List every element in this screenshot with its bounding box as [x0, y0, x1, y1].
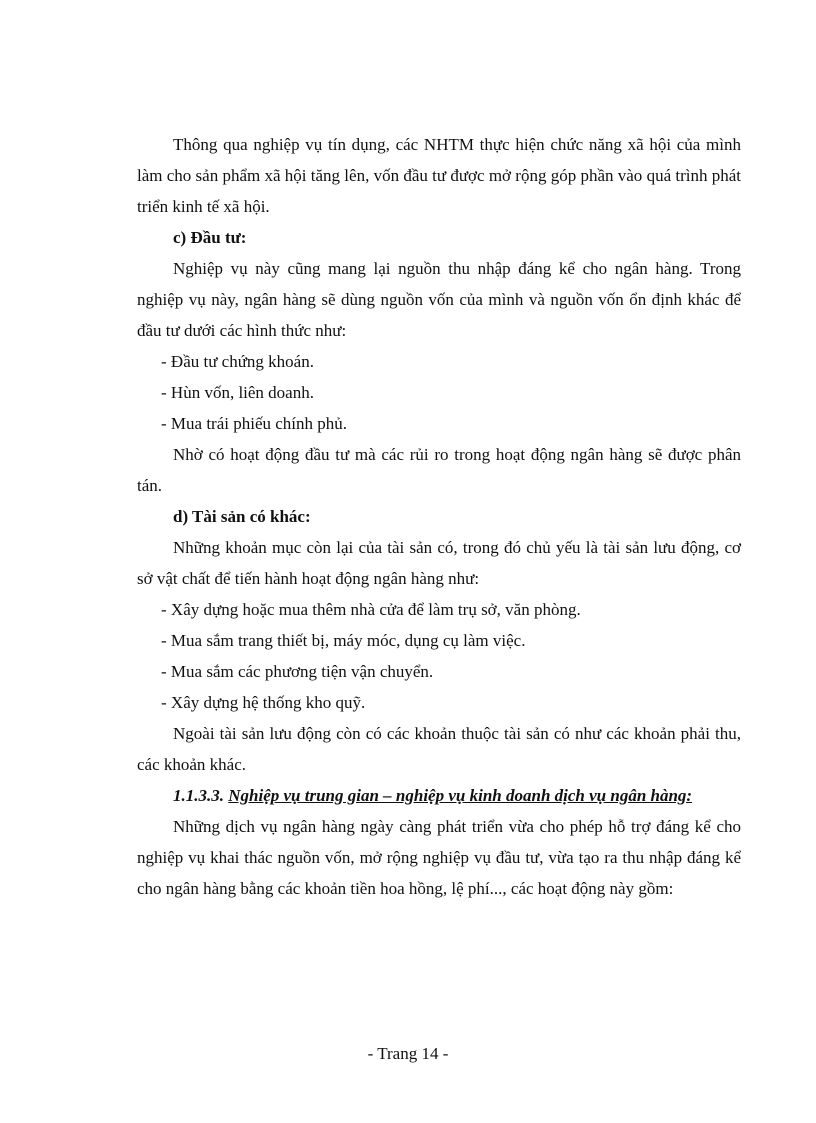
page-number: - Trang 14 -: [367, 1044, 449, 1063]
paragraph-investment-intro: Nghiệp vụ này cũng mang lại nguồn thu nhập đáng kể cho ngân hàng. Trong nghiệp vụ này, ngân hàng sẽ dùng nguồn vốn của mình và nguồn vốn ổn định khác để đầu tư dưới các hình thức như:: [137, 259, 741, 340]
section-heading: [137, 780, 741, 811]
section-title: Nghiệp vụ trung gian – nghiệp vụ kinh doanh dịch vụ ngân hàng:: [228, 786, 693, 805]
paragraph-other-assets: Những khoản mục còn lại của tài sản có, trong đó chủ yếu là tài sản lưu động, cơ sở vật chất để tiến hành hoạt động ngân hàng như:: [137, 538, 741, 588]
paragraph-services: Những dịch vụ ngân hàng ngày càng phát triển vừa cho phép hỗ trợ đáng kể cho nghiệp vụ khai thác nguồn vốn, mở rộng nghiệp vụ đầu tư, vừa tạo ra thu nhập đáng kể cho ngân hàng bằng các khoản tiền hoa hồng, lệ phí..., các hoạt động này gồm:: [137, 817, 741, 898]
paragraph-investment-risk: Nhờ có hoạt động đầu tư mà các rủi ro trong hoạt động ngân hàng sẽ được phân tán.: [137, 445, 741, 495]
heading-investment: c) Đầu tư:: [173, 228, 247, 247]
list-item: - Mua sắm các phương tiện vận chuyển.: [161, 662, 434, 681]
heading-other-assets: d) Tài sản có khác:: [173, 507, 311, 526]
paragraph-receivables: Ngoài tài sản lưu động còn có các khoản thuộc tài sản có như các khoản phải thu, các khoản khác.: [137, 724, 741, 774]
section-number: 1.1.3.3.: [173, 786, 224, 805]
document-body: [137, 129, 741, 904]
list-item: - Mua trái phiếu chính phủ.: [161, 414, 348, 433]
list-item: - Hùn vốn, liên doanh.: [161, 383, 314, 402]
list-item: - Xây dựng hoặc mua thêm nhà cửa để làm trụ sở, văn phòng.: [161, 600, 581, 619]
list-item: - Xây dựng hệ thống kho quỹ.: [161, 693, 366, 712]
list-item: - Mua sắm trang thiết bị, máy móc, dụng cụ làm việc.: [161, 631, 526, 650]
list-item: - Đầu tư chứng khoán.: [161, 352, 314, 371]
paragraph-credit-social-function: Thông qua nghiệp vụ tín dụng, các NHTM thực hiện chức năng xã hội của mình làm cho sản phẩm xã hội tăng lên, vốn đầu tư được mở rộng góp phần vào quá trình phát triển kinh tế xã hội.: [137, 135, 741, 216]
